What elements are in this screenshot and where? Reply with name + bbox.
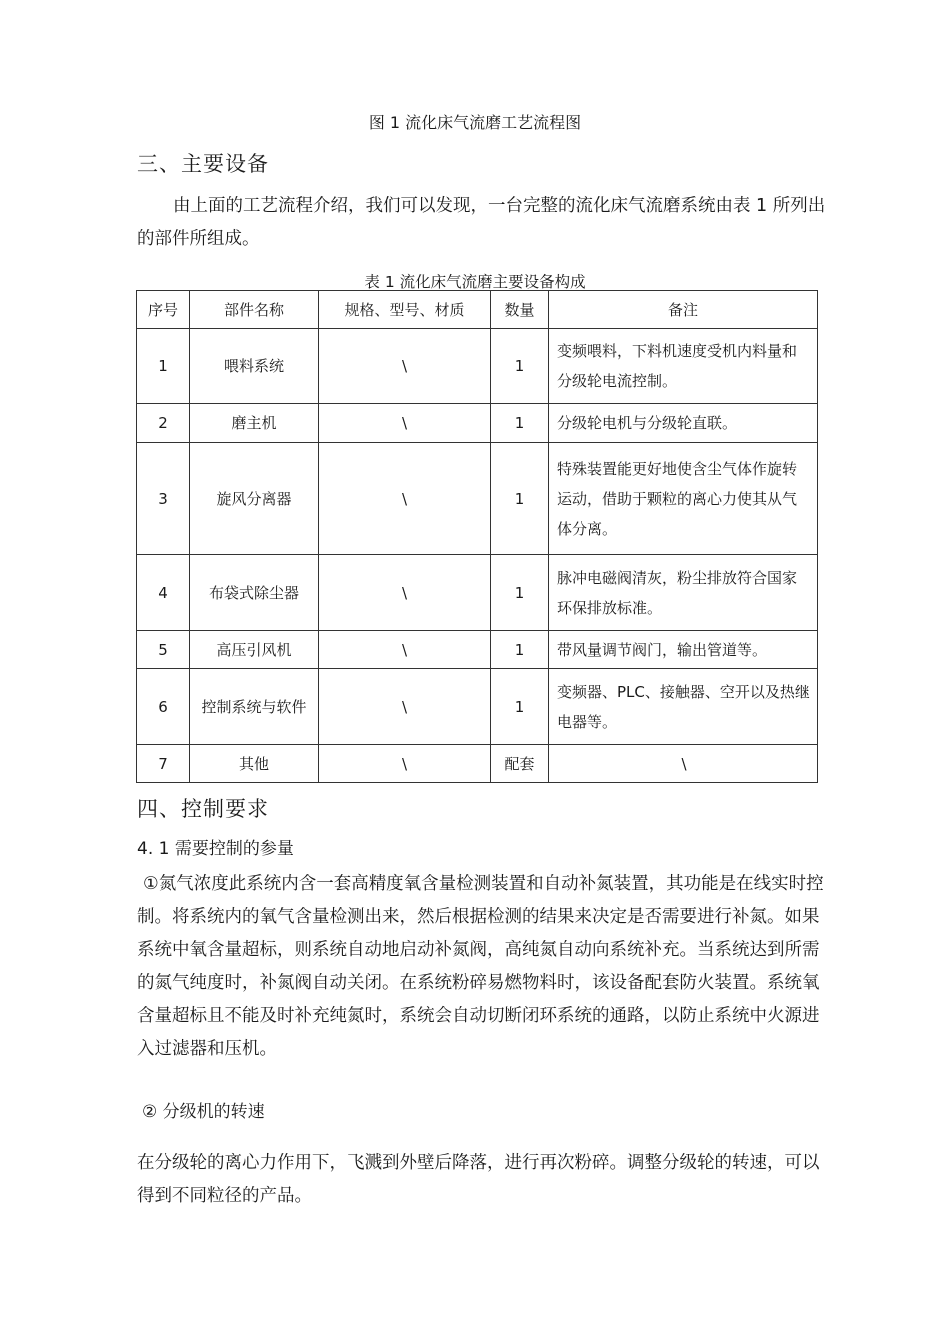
cell-name: 布袋式除尘器 <box>190 555 319 631</box>
section-heading-equipment: 三、主要设备 <box>137 152 269 176</box>
cell-name: 控制系统与软件 <box>190 669 319 745</box>
cell-no: 4 <box>137 555 190 631</box>
cell-spec: \ <box>319 555 491 631</box>
table-row <box>137 329 818 404</box>
cell-no: 1 <box>137 329 190 404</box>
item2-paragraph: 在分级轮的离心力作用下，飞溅到外壁后降落，进行再次粉碎。调整分级轮的转速，可以得到不同粒径的产品。 <box>137 1153 820 1206</box>
section-intro-paragraph: 由上面的工艺流程介绍，我们可以发现，一台完整的流化床气流磨系统由表 1 所列出的部件所组成。 <box>137 196 826 249</box>
table-row <box>137 555 818 631</box>
table-row <box>137 404 818 443</box>
cell-spec: \ <box>319 329 491 404</box>
cell-spec: \ <box>319 745 491 783</box>
cell-qty: 1 <box>491 329 549 404</box>
cell-no: 3 <box>137 443 190 555</box>
item1-paragraph: ①氮气浓度此系统内含一套高精度氧含量检测装置和自动补氮装置，其功能是在线实时控制。将系统内的氧气含量检测出来，然后根据检测的结果来决定是否需要进行补氮。如果系统中氧含量超标，则系统自动地启动补氮阀，高纯氮自动向系统补充。当系统达到所需的氮气纯度时，补氮阀自动关闭。在系统粉碎易燃物料时，该设备配套防火装置。系统氧含量超标且不能及时补充纯氮时，系统会自动切断闭环系统的通路，以防止系统中火源进入过滤器和压机。 <box>137 874 824 1059</box>
cell-no: 2 <box>137 404 190 443</box>
figure-caption: 图 1 流化床气流磨工艺流程图 <box>368 113 582 132</box>
cell-spec: \ <box>319 631 491 669</box>
header-name: 部件名称 <box>190 291 319 329</box>
cell-qty: 1 <box>491 669 549 745</box>
item2-heading: ② 分级机的转速 <box>142 1102 265 1122</box>
cell-no: 6 <box>137 669 190 745</box>
equipment-table <box>136 290 818 783</box>
cell-name: 高压引风机 <box>190 631 319 669</box>
cell-spec: \ <box>319 404 491 443</box>
header-note: 备注 <box>549 291 818 329</box>
cell-note: \ <box>549 745 818 783</box>
cell-no: 5 <box>137 631 190 669</box>
header-spec: 规格、型号、材质 <box>319 291 491 329</box>
cell-note: 特殊装置能更好地使含尘气体作旋转运动，借助于颗粒的离心力使其从气体分离。 <box>549 443 818 555</box>
cell-name: 磨主机 <box>190 404 319 443</box>
cell-qty: 1 <box>491 631 549 669</box>
table-row <box>137 443 818 555</box>
cell-no: 7 <box>137 745 190 783</box>
table-row <box>137 745 818 783</box>
cell-name: 旋风分离器 <box>190 443 319 555</box>
table-row <box>137 669 818 745</box>
cell-qty: 1 <box>491 404 549 443</box>
header-qty: 数量 <box>491 291 549 329</box>
cell-qty: 1 <box>491 443 549 555</box>
table-caption: 表 1 流化床气流磨主要设备构成 <box>364 273 586 291</box>
cell-note: 分级轮电机与分级轮直联。 <box>549 404 818 443</box>
cell-note: 变频器、PLC、接触器、空开以及热继电器等。 <box>549 669 818 745</box>
cell-qty: 配套 <box>491 745 549 783</box>
section-heading-control: 四、控制要求 <box>137 797 269 821</box>
cell-spec: \ <box>319 669 491 745</box>
header-no: 序号 <box>137 291 190 329</box>
table-row <box>137 631 818 669</box>
cell-note: 带风量调节阀门，输出管道等。 <box>549 631 818 669</box>
cell-name: 喂料系统 <box>190 329 319 404</box>
cell-name: 其他 <box>190 745 319 783</box>
subsection-heading: 4. 1 需要控制的参量 <box>137 839 294 859</box>
cell-note: 变频喂料，下料机速度受机内料量和分级轮电流控制。 <box>549 329 818 404</box>
cell-spec: \ <box>319 443 491 555</box>
cell-qty: 1 <box>491 555 549 631</box>
table-header-row <box>137 291 818 329</box>
cell-note: 脉冲电磁阀清灰，粉尘排放符合国家环保排放标准。 <box>549 555 818 631</box>
